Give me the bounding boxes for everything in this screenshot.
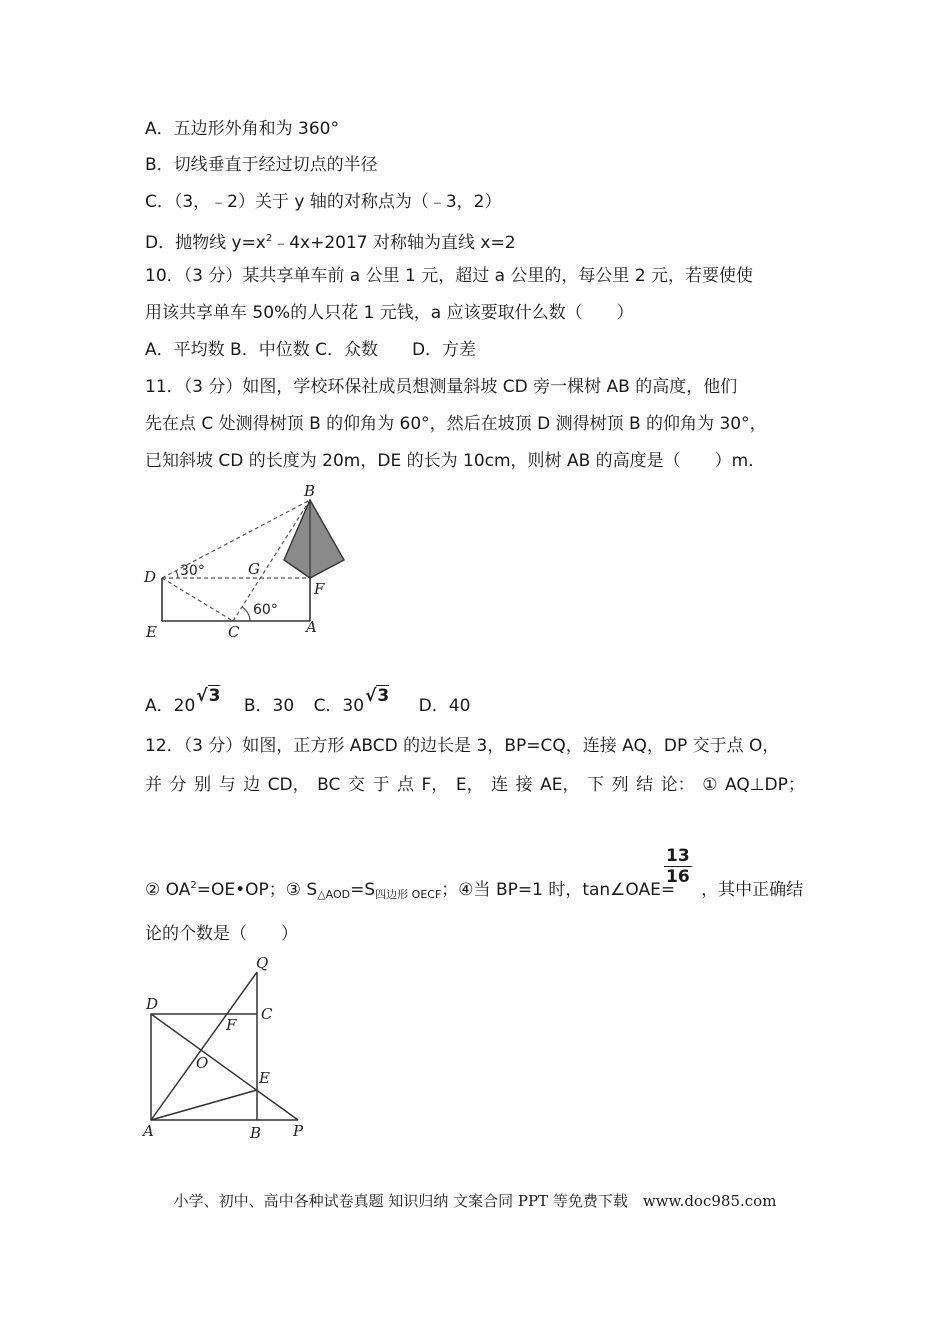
q9-d-part1: D．抛物线 y=x [145, 233, 266, 253]
line-aq [151, 972, 257, 1120]
angle-label-30: 30° [180, 563, 205, 579]
q11-figure [140, 478, 370, 648]
q12-word: 接 [515, 775, 533, 795]
angle-label-60: 60° [253, 602, 278, 618]
q10-options: A．平均数 B．中位数 C．众数 D．方差 [145, 340, 477, 360]
q12-l3-sub-oecf: 四边形 OECF [375, 888, 442, 901]
q11-line-3: 已知斜坡 CD 的长度为 20m，DE 的长为 10cm，则树 AB 的高度是（ ）m． [145, 451, 766, 471]
q12-word: 列 [611, 775, 629, 795]
q12-fraction [664, 846, 692, 887]
q12-word: 点 [396, 775, 414, 795]
q9-option-b: B．切线垂直于经过切点的半径 [145, 155, 378, 175]
q12-line-4: 论的个数是（ ） [145, 924, 298, 944]
q10-line-1: 10．（3 分）某共享单车前 a 公里 1 元，超过 a 公里的，每公里 2 元，若要使使 [145, 266, 754, 286]
q12-line-1: 12．（3 分）如图，正方形 ABCD 的边长是 3，BP=CQ，连接 AQ，DP 交于点 O， [145, 736, 780, 756]
q12-line-2 [145, 773, 805, 797]
fraction-numerator: 13 [666, 846, 690, 866]
q12-l3-exponent: 2 [190, 880, 197, 891]
label-d: D [144, 568, 157, 586]
q11-line-1: 11．（3 分）如图，学校环保社成员想测量斜坡 CD 旁一棵树 AB 的高度，他们 [145, 377, 738, 397]
label-d: D [146, 995, 159, 1013]
q12-word: 结 [636, 775, 654, 795]
line-ae [151, 1090, 257, 1120]
q12-figure [140, 950, 330, 1145]
q11-options [145, 686, 471, 718]
label-f: F [314, 580, 325, 598]
label-f: F [226, 1016, 237, 1034]
q12-word: 下 [587, 775, 605, 795]
q12-l3-c: =S [350, 880, 376, 900]
q12-l3-b: =OE•OP；③ S [196, 880, 318, 900]
q12-word: 别 [194, 775, 212, 795]
line-dc [162, 578, 233, 621]
q9-option-a: A．五边形外角和为 360° [145, 119, 339, 139]
q12-word: AQ⊥DP； [724, 775, 805, 795]
q12-l3-e: ，其中正确结 [701, 880, 804, 900]
label-b: B [250, 1124, 262, 1142]
q12-word: 于 [372, 775, 390, 795]
q11-option-b: B．30 [243, 696, 295, 716]
q12-word: 交 [347, 775, 365, 795]
q12-l3-d: ；④当 BP=1 时，tan∠OAE= [441, 880, 676, 900]
q12-word: 与 [218, 775, 236, 795]
fraction-denominator: 16 [666, 867, 690, 887]
q11-line-2: 先在点 C 处测得树顶 B 的仰角为 60°，然后在坡顶 D 测得树顶 B 的仰角为 30°， [145, 414, 767, 434]
q12-word: E， [455, 775, 484, 795]
q12-word: 并 [145, 775, 162, 795]
q12-word: 分 [169, 775, 187, 795]
tree-shape [284, 500, 344, 578]
q12-word: ① [702, 775, 718, 795]
q12-word: F， [421, 775, 449, 795]
q11-option-a-sqrt: √3 [196, 686, 221, 706]
q11-option-c: C．30 [313, 696, 365, 716]
q9-d-part2: ﹣4x+2017 对称轴为直线 x=2 [272, 233, 516, 253]
q12-word: 边 [243, 775, 261, 795]
q11-option-c-sqrt: √3 [365, 686, 390, 706]
q12-word: AE， [540, 775, 580, 795]
label-a: A [306, 618, 317, 636]
q12-l3-a: ② OA [145, 880, 191, 900]
q12-word: 论： [660, 775, 695, 795]
line-dp [151, 1014, 298, 1120]
q11-option-d: D．40 [418, 696, 471, 716]
label-b: B [304, 482, 316, 500]
label-p: P [293, 1122, 304, 1140]
label-g: G [248, 560, 260, 578]
q11-option-a: A．20 [145, 696, 196, 716]
q12-word: 连 [491, 775, 509, 795]
q10-line-2: 用该共享单车 50%的人只花 1 元钱，a 应该要取什么数（ ） [145, 303, 634, 323]
label-e: E [146, 623, 157, 641]
label-o: O [196, 1054, 209, 1072]
q9-d-exponent: 2 [265, 233, 273, 244]
q12-line-3 [145, 874, 803, 907]
angle-arc-c [242, 607, 250, 621]
label-c: C [261, 1005, 273, 1023]
angle-arc-d [176, 571, 178, 578]
label-e: E [259, 1069, 270, 1087]
q12-word: CD， [267, 775, 310, 795]
page-footer: 小学、初中、高中各种试卷真题 知识归纳 文案合同 PPT 等免费下载 www.doc985.com [173, 1192, 777, 1210]
q9-option-c: C．（3，﹣2）关于 y 轴的对称点为（﹣3，2） [145, 192, 502, 212]
label-q: Q [256, 954, 269, 972]
q9-option-d [145, 227, 516, 255]
label-a: A [143, 1122, 154, 1140]
q12-l3-sub-aod: △AOD [317, 888, 351, 901]
q12-word: BC [317, 775, 341, 795]
label-c: C [228, 623, 240, 641]
